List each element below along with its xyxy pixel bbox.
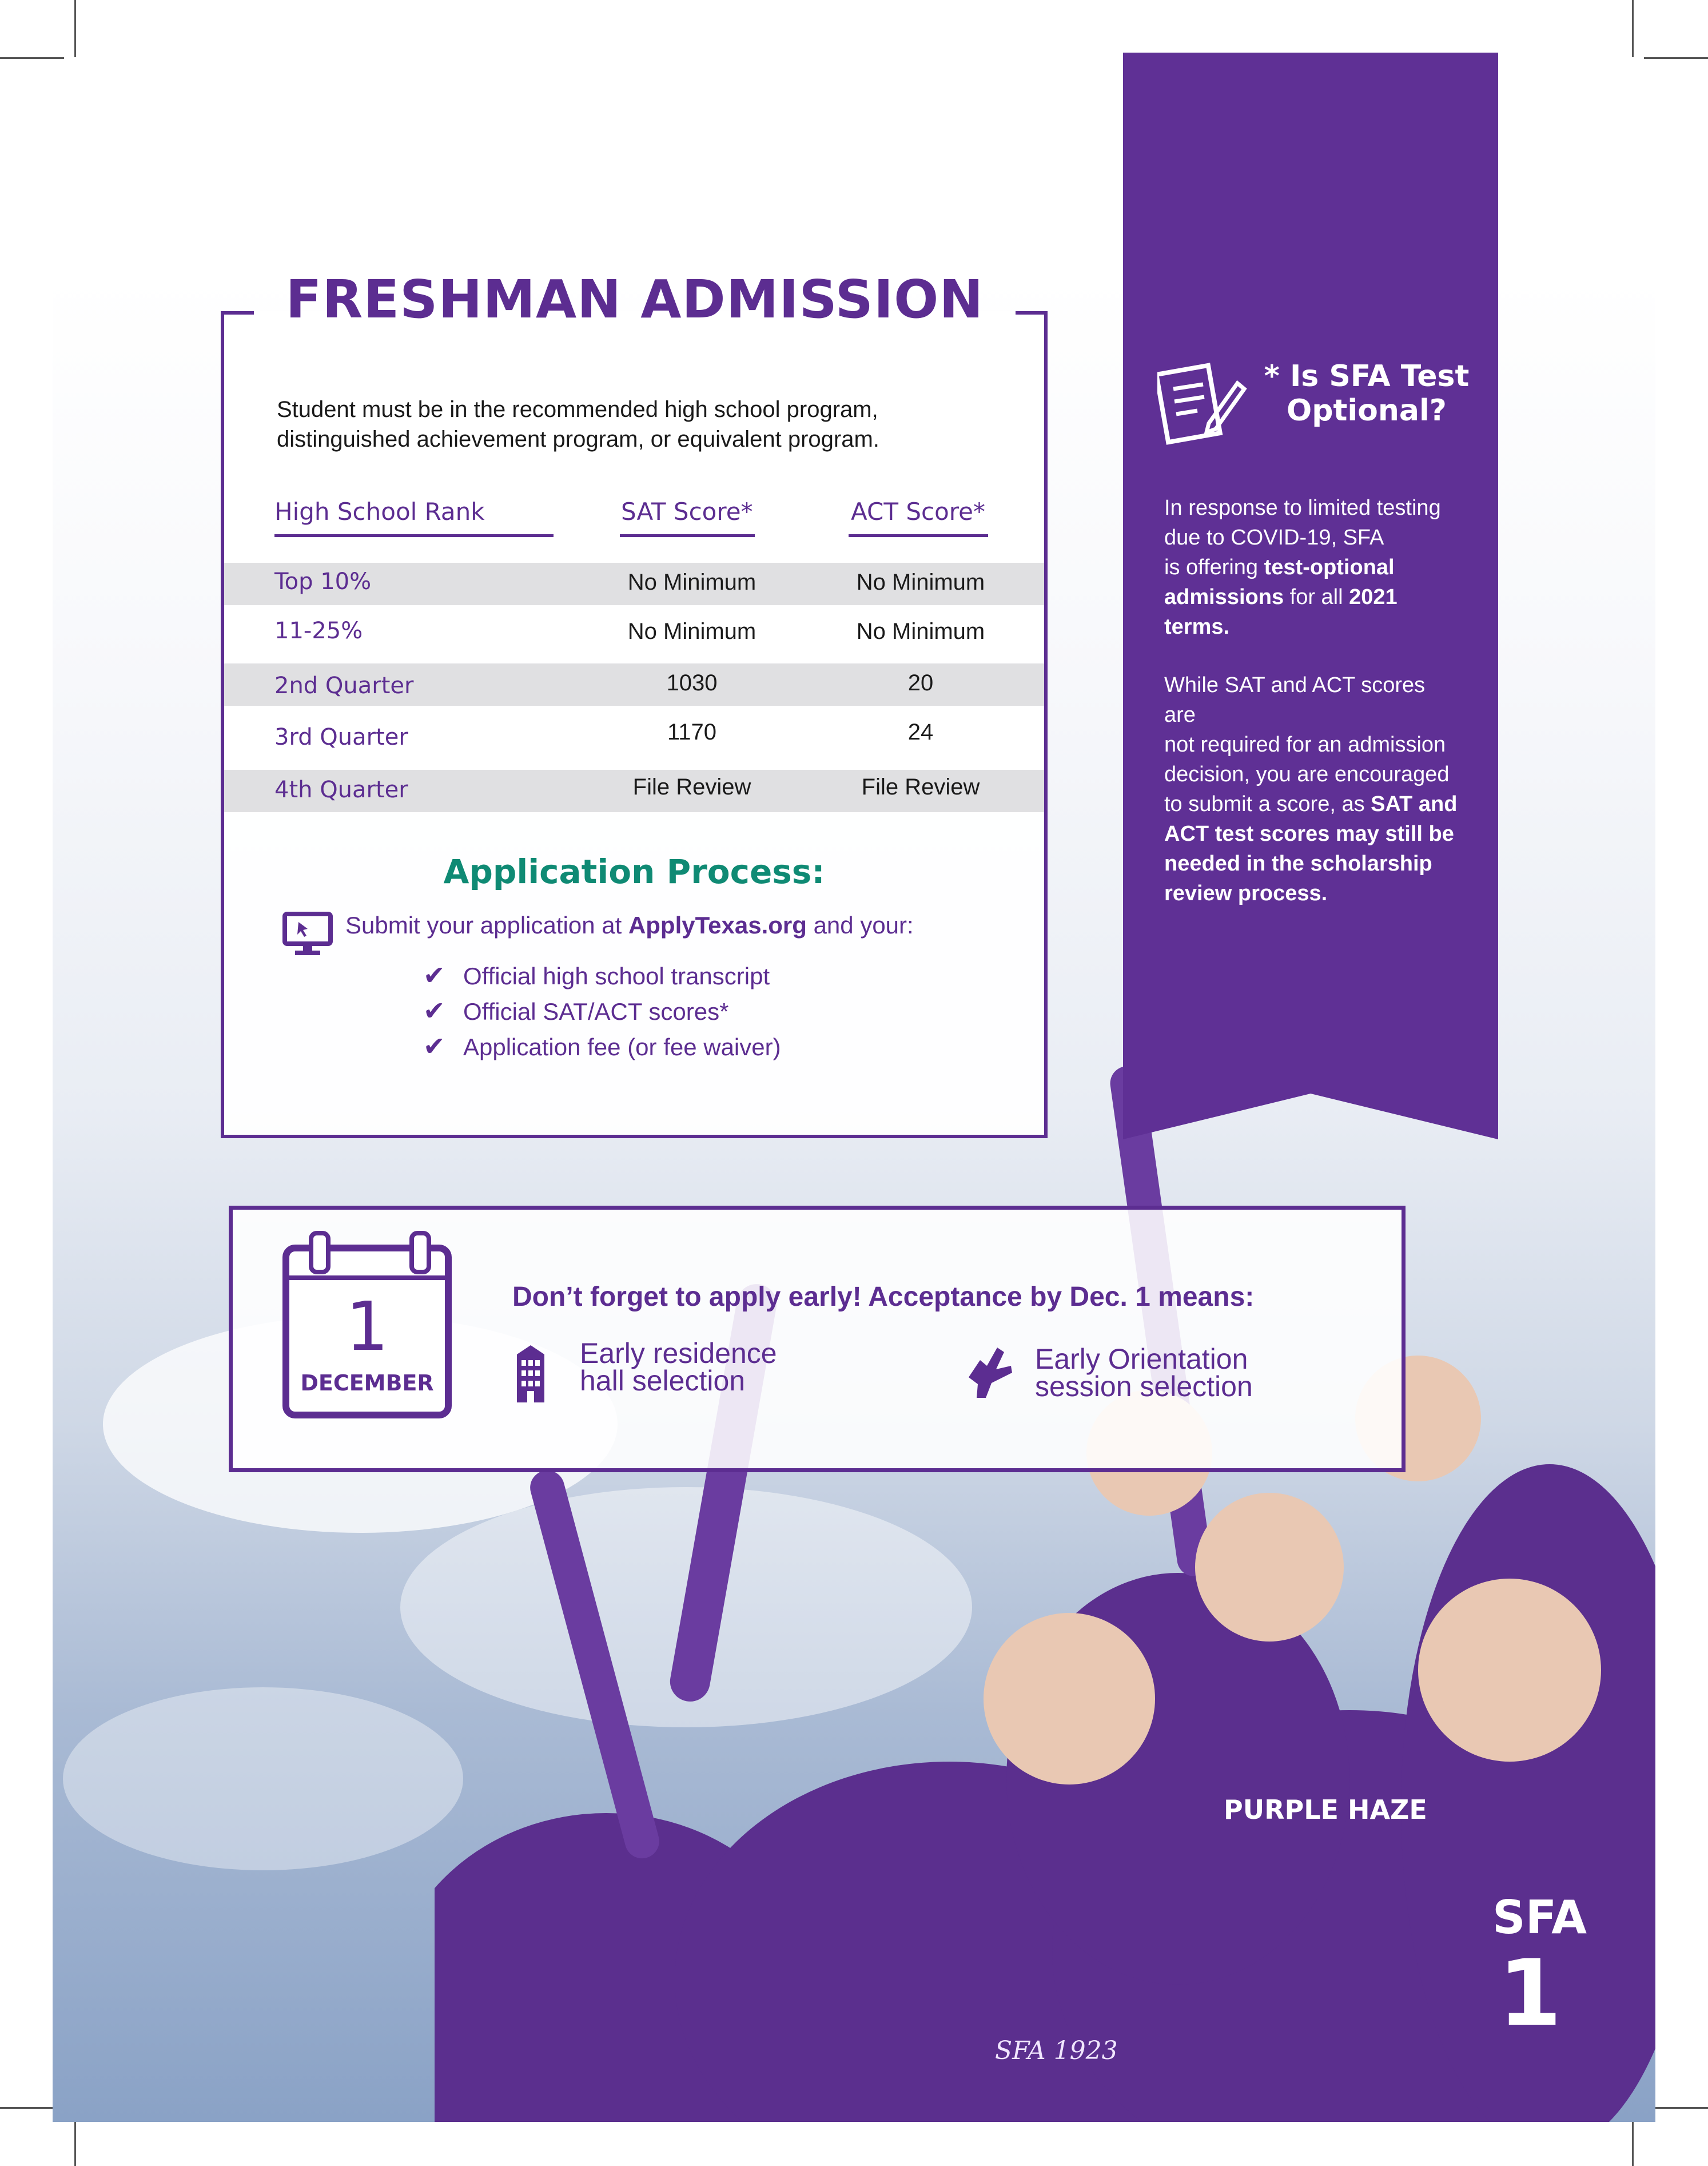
sidebar-title-line: Optional? <box>1287 394 1447 428</box>
application-process-title: Application Process: <box>443 852 825 891</box>
computer-icon <box>282 912 333 957</box>
sidebar-bold: admissions <box>1164 585 1284 609</box>
early-benefit-residence <box>580 1337 777 1397</box>
list-item <box>423 1031 781 1062</box>
sidebar-text: for all <box>1284 585 1349 609</box>
calendar-ring <box>309 1231 331 1274</box>
intro-line: Student must be in the recommended high school program, <box>277 397 878 422</box>
applytexas-link[interactable]: ApplyTexas.org <box>628 912 807 939</box>
sidebar-line <box>1164 582 1462 612</box>
checkmark-icon: ✔ <box>423 996 445 1026</box>
shirt-text: SFA <box>1492 1891 1587 1944</box>
checkmark-icon: ✔ <box>423 1031 445 1061</box>
calendar-header-bar <box>289 1275 445 1280</box>
sidebar-bold: needed in the scholarship <box>1164 852 1432 876</box>
sidebar-line <box>1164 789 1462 819</box>
sidebar-text: to submit a score, as <box>1164 792 1371 816</box>
document-pencil-icon <box>1157 360 1249 445</box>
sidebar-line <box>1164 819 1462 849</box>
sidebar-line <box>1164 612 1462 642</box>
list-item-label: Official SAT/ACT scores* <box>463 998 729 1025</box>
sidebar-bold: 2021 <box>1349 585 1398 609</box>
sat-cell: No Minimum <box>627 570 757 595</box>
sidebar-line <box>1164 553 1462 582</box>
shirt-number: 1 <box>1498 1940 1562 2046</box>
shirt-text: PURPLE HAZE <box>1224 1794 1427 1825</box>
crop-mark <box>0 57 64 59</box>
sat-cell: File Review <box>632 774 751 800</box>
box-top-line-right <box>1016 311 1048 315</box>
intro-text <box>277 395 963 454</box>
calendar-day: 1 <box>345 1287 389 1366</box>
act-cell: No Minimum <box>856 570 985 595</box>
column-header-rank: High School Rank <box>274 498 485 526</box>
sidebar-title <box>1252 359 1481 428</box>
act-cell: 20 <box>907 670 934 695</box>
benefit-line: Early Orientation <box>1035 1343 1248 1375</box>
shirt-text: SFA 1923 <box>995 2036 1118 2065</box>
sidebar-bold: review process. <box>1164 881 1328 905</box>
submit-instruction <box>345 912 914 939</box>
sat-cell: 1170 <box>667 720 716 745</box>
act-cell: No Minimum <box>856 619 985 644</box>
header-underline <box>274 534 554 537</box>
list-item-label: Official high school transcript <box>463 963 770 989</box>
column-header-sat: SAT Score* <box>621 498 753 526</box>
sidebar-bold: test-optional <box>1264 555 1395 579</box>
box-top-line-left <box>221 311 254 315</box>
benefit-line: Early residence <box>580 1337 777 1369</box>
sidebar-paragraph-1 <box>1164 493 1462 642</box>
rank-cell: 4th Quarter <box>274 777 408 803</box>
crop-mark <box>74 0 76 57</box>
sidebar-line: While SAT and ACT scores are <box>1164 673 1426 727</box>
crop-mark <box>1632 0 1634 57</box>
act-cell: 24 <box>907 720 934 745</box>
benefit-line: hall selection <box>580 1365 746 1397</box>
building-icon <box>513 1343 548 1402</box>
sidebar-bold: ACT test scores may still be <box>1164 822 1454 846</box>
rank-cell: 11-25% <box>274 618 363 644</box>
sidebar-text: is offering <box>1164 555 1264 579</box>
act-cell: File Review <box>861 774 980 800</box>
early-apply-heading: Don’t forget to apply early! Acceptance by Dec. 1 means: <box>512 1282 1255 1312</box>
submit-prefix: Submit your application at <box>345 912 628 939</box>
axe-hand-icon <box>963 1343 1014 1400</box>
cloud <box>63 1687 463 1870</box>
calendar-ring <box>409 1231 431 1274</box>
sidebar-line: not required for an admission <box>1164 733 1446 757</box>
list-item <box>423 995 728 1026</box>
column-header-act: ACT Score* <box>851 498 985 526</box>
sidebar-line: decision, you are encouraged <box>1164 762 1450 786</box>
sidebar-line: due to COVID-19, SFA <box>1164 526 1384 550</box>
sidebar-line <box>1164 879 1462 908</box>
header-underline <box>620 534 755 537</box>
calendar-month: DECEMBER <box>300 1370 434 1396</box>
crop-mark <box>1644 57 1708 59</box>
sidebar-bold: terms. <box>1164 615 1230 639</box>
early-benefit-orientation <box>1035 1345 1253 1400</box>
list-item-label: Application fee (or fee waiver) <box>463 1034 781 1060</box>
submit-suffix: and your: <box>806 912 914 939</box>
sidebar-title-line: * Is SFA Test <box>1264 359 1470 394</box>
sat-cell: No Minimum <box>627 619 757 644</box>
page-title: FRESHMAN ADMISSION <box>285 269 984 330</box>
sidebar-bold: SAT and <box>1371 792 1458 816</box>
sidebar-line <box>1164 849 1462 879</box>
sidebar-line: In response to limited testing <box>1164 496 1441 520</box>
list-item <box>423 960 770 991</box>
sat-cell: 1030 <box>666 670 718 695</box>
rank-cell: Top 10% <box>274 569 372 595</box>
header-underline <box>849 534 988 537</box>
rank-cell: 3rd Quarter <box>274 724 408 750</box>
sidebar-paragraph-2 <box>1164 670 1462 908</box>
intro-line: distinguished achievement program, or equivalent program. <box>277 427 879 452</box>
benefit-line: session selection <box>1035 1370 1253 1402</box>
checkmark-icon: ✔ <box>423 960 445 990</box>
rank-cell: 2nd Quarter <box>274 673 414 699</box>
